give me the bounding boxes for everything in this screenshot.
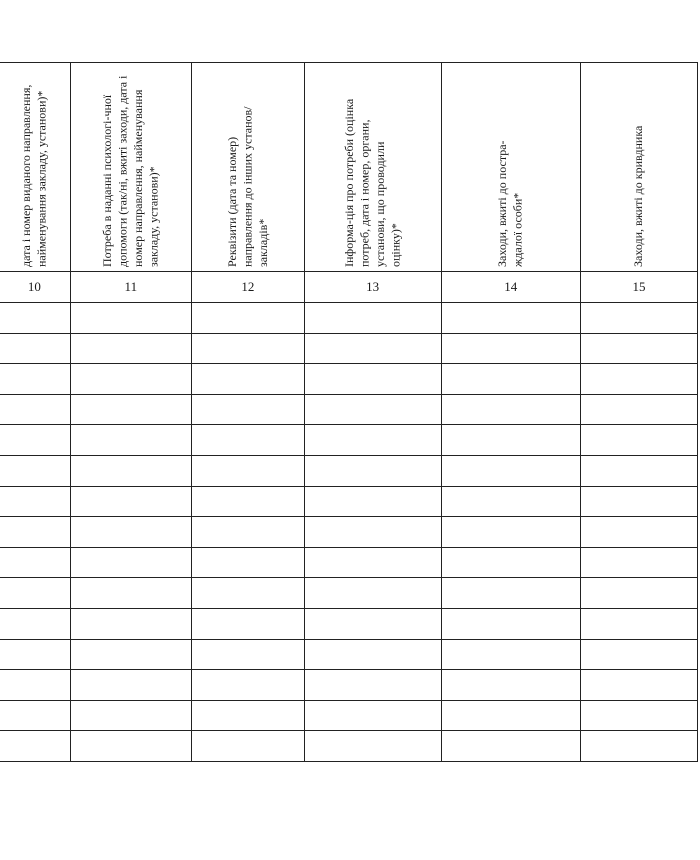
table-cell — [581, 547, 698, 578]
header-cell-10 — [0, 63, 70, 272]
table-row — [0, 731, 698, 762]
table-cell — [0, 578, 70, 609]
table-cell — [581, 700, 698, 731]
table-cell — [304, 700, 441, 731]
table-row — [0, 364, 698, 395]
header-cell-12 — [191, 63, 304, 272]
table-cell — [581, 364, 698, 395]
table-cell — [0, 425, 70, 456]
table-cell — [70, 608, 191, 639]
table-cell — [581, 333, 698, 364]
table-cell — [0, 731, 70, 762]
table-cell — [191, 608, 304, 639]
table-cell — [70, 303, 191, 334]
table-cell — [191, 333, 304, 364]
table-cell — [581, 731, 698, 762]
table-cell — [441, 517, 581, 548]
header-text-12: Реквізити (дата та номер) направлення до інших установ/ закладів* — [224, 106, 270, 267]
table-body — [0, 303, 698, 762]
table-cell — [304, 547, 441, 578]
table-cell — [304, 670, 441, 701]
table-cell — [70, 394, 191, 425]
table-row — [0, 333, 698, 364]
table-cell — [191, 303, 304, 334]
table-cell — [0, 547, 70, 578]
table-cell — [441, 608, 581, 639]
table-cell — [0, 394, 70, 425]
table-cell — [581, 517, 698, 548]
table-cell — [304, 455, 441, 486]
table-cell — [441, 670, 581, 701]
table-cell — [70, 731, 191, 762]
table-cell — [191, 486, 304, 517]
table-cell — [191, 425, 304, 456]
table-cell — [304, 639, 441, 670]
table-row — [0, 425, 698, 456]
table-cell — [441, 364, 581, 395]
header-cell-15 — [581, 63, 698, 272]
table-cell — [441, 700, 581, 731]
table-cell — [441, 333, 581, 364]
table-cell — [441, 547, 581, 578]
table-row — [0, 700, 698, 731]
table-cell — [581, 455, 698, 486]
table-cell — [0, 517, 70, 548]
table-cell — [304, 394, 441, 425]
header-text-13: Інформа-ція про потреби (оцінка потреб, дата і номер, органи, установи, що проводили оцінку)* — [341, 98, 403, 267]
table-cell — [441, 486, 581, 517]
header-text-15: Заходи, вжиті до кривдника — [631, 125, 646, 267]
table-cell — [441, 578, 581, 609]
table-row — [0, 670, 698, 701]
table-cell — [441, 731, 581, 762]
column-number: 13 — [304, 272, 441, 303]
table-cell — [0, 608, 70, 639]
table-cell — [581, 608, 698, 639]
table-row — [0, 394, 698, 425]
table-cell — [70, 455, 191, 486]
table-cell — [581, 578, 698, 609]
table-cell — [581, 486, 698, 517]
table-row — [0, 608, 698, 639]
table-cell — [191, 364, 304, 395]
table-cell — [304, 486, 441, 517]
table-cell — [0, 303, 70, 334]
table-cell — [70, 364, 191, 395]
table-cell — [191, 700, 304, 731]
table-cell — [191, 394, 304, 425]
table-cell — [70, 333, 191, 364]
table-cell — [304, 517, 441, 548]
table-cell — [70, 639, 191, 670]
table-cell — [441, 639, 581, 670]
table-row — [0, 578, 698, 609]
table-cell — [0, 670, 70, 701]
column-number: 14 — [441, 272, 581, 303]
table-row — [0, 517, 698, 548]
column-number: 15 — [581, 272, 698, 303]
table-cell — [191, 639, 304, 670]
table-row — [0, 639, 698, 670]
table-cell — [70, 578, 191, 609]
table-cell — [191, 455, 304, 486]
table-row — [0, 486, 698, 517]
table-cell — [304, 425, 441, 456]
table-cell — [70, 517, 191, 548]
header-cell-14 — [441, 63, 581, 272]
table-cell — [0, 455, 70, 486]
table-cell — [304, 364, 441, 395]
header-row — [0, 63, 698, 272]
table-cell — [191, 547, 304, 578]
register-table — [0, 62, 698, 762]
table-cell — [0, 700, 70, 731]
table-cell — [70, 670, 191, 701]
column-number: 12 — [191, 272, 304, 303]
table-cell — [581, 425, 698, 456]
table-cell — [304, 578, 441, 609]
header-text-10: дата і номер виданого направлення, найменування закладу, установи)* — [18, 84, 49, 267]
column-number-row — [0, 272, 698, 303]
table-cell — [581, 394, 698, 425]
table-cell — [441, 455, 581, 486]
table-cell — [581, 303, 698, 334]
column-number: 10 — [0, 272, 70, 303]
table-cell — [581, 670, 698, 701]
table-cell — [70, 486, 191, 517]
header-text-11: Потреба в наданні психологі-чної допомоги (так/ні, вжиті заходи, дата і номер направлення, найменування закладу, установи)* — [99, 75, 161, 267]
table-cell — [304, 608, 441, 639]
header-cell-11 — [70, 63, 191, 272]
table-cell — [304, 333, 441, 364]
table-cell — [0, 486, 70, 517]
table-cell — [0, 639, 70, 670]
header-text-14: Заходи, вжиті до постра-ждалої особи* — [495, 140, 525, 267]
table-cell — [0, 333, 70, 364]
table-cell — [191, 578, 304, 609]
table-cell — [0, 364, 70, 395]
table-cell — [304, 303, 441, 334]
column-number: 11 — [70, 272, 191, 303]
table-cell — [441, 394, 581, 425]
header-cell-13 — [304, 63, 441, 272]
table-cell — [304, 731, 441, 762]
table-cell — [191, 517, 304, 548]
table-cell — [441, 425, 581, 456]
table-cell — [191, 731, 304, 762]
table-row — [0, 303, 698, 334]
table-cell — [70, 547, 191, 578]
table-cell — [70, 700, 191, 731]
table-row — [0, 547, 698, 578]
table-row — [0, 455, 698, 486]
table-cell — [191, 670, 304, 701]
table-cell — [581, 639, 698, 670]
table-cell — [70, 425, 191, 456]
table-cell — [441, 303, 581, 334]
